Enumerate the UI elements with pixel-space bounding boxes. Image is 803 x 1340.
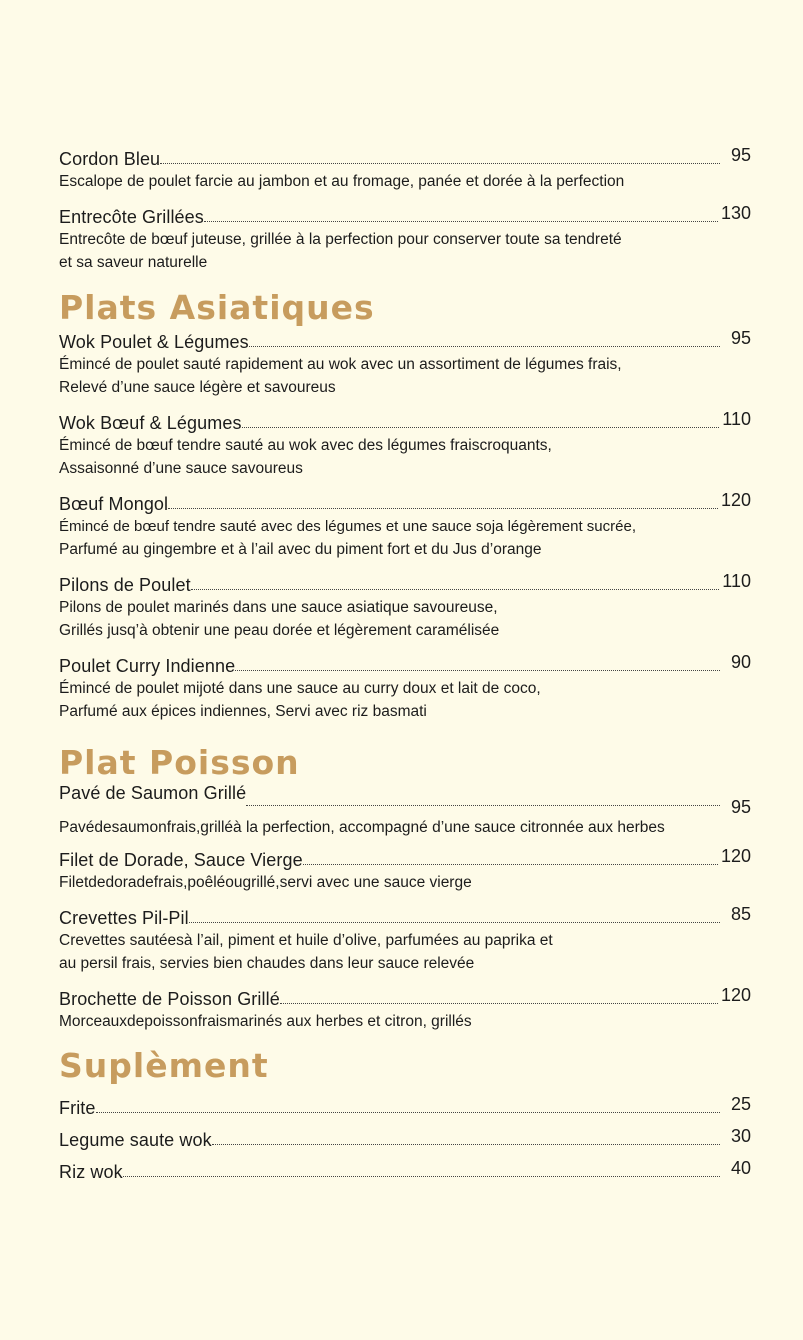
item-name: Wok Bœuf & Légumes (59, 412, 242, 433)
menu-item-wok-poulet (59, 327, 783, 400)
item-name: Frite (59, 1098, 96, 1118)
dotted-leader (160, 163, 720, 164)
item-price: 90 (730, 651, 751, 672)
item-price: 40 (730, 1158, 751, 1178)
item-name: Legume saute wok (59, 1130, 212, 1150)
dotted-leader (189, 922, 720, 923)
item-description: Relevé d’une sauce légère et savoureus (59, 379, 336, 396)
item-description: Grillés jusq’à obtenir une peau dorée et légèrement caramélisée (59, 622, 500, 639)
dotted-leader (235, 670, 720, 671)
menu-page (59, 144, 783, 1183)
item-price: 130 (720, 202, 751, 223)
menu-item-riz-wok (59, 1157, 783, 1183)
dotted-leader (168, 508, 718, 509)
section-title-asian: Plats Asiatiques (59, 287, 375, 327)
item-name: Crevettes Pil-Pil (59, 907, 189, 928)
dotted-leader (204, 221, 718, 222)
dotted-leader (242, 427, 720, 428)
menu-item-pave-saumon (59, 782, 783, 840)
item-name: Pavé de Saumon Grillé (59, 782, 247, 803)
dotted-leader (249, 346, 720, 347)
menu-item-crevettes-pilpil (59, 903, 783, 976)
menu-item-legume-saute-wok (59, 1125, 783, 1151)
item-price: 110 (722, 408, 751, 429)
item-name: Poulet Curry Indienne (59, 655, 236, 676)
item-price: 120 (720, 984, 751, 1005)
item-description: Parfumé au gingembre et à l’ail avec du piment fort et du Jus d’orange (59, 541, 542, 558)
menu-item-brochette-poisson (59, 984, 783, 1034)
menu-item-wok-boeuf (59, 408, 783, 481)
item-description: Filetdedoradefrais,poêléougrillé,servi avec une sauce vierge (59, 874, 472, 891)
item-description: Émincé de bœuf tendre sauté avec des légumes et une sauce soja légèrement sucrée, (59, 517, 636, 535)
item-price: 110 (722, 570, 751, 591)
item-description: Entrecôte de bœuf juteuse, grillée à la perfection pour conserver toute sa tendreté (59, 230, 622, 248)
menu-item-poulet-curry (59, 651, 783, 724)
section-title-supplement: Suplèment (59, 1046, 269, 1085)
menu-item-entrecote (59, 202, 783, 275)
item-price: 120 (720, 489, 751, 510)
item-description: Pilons de poulet marinés dans une sauce asiatique savoureuse, (59, 598, 498, 616)
item-description: Assaisonné d’une sauce savoureus (59, 460, 303, 477)
dotted-leader (303, 864, 718, 865)
menu-item-boeuf-mongol (59, 489, 783, 562)
menu-item-pilons-poulet (59, 570, 783, 643)
menu-item-cordon-bleu (59, 144, 783, 194)
dotted-leader (96, 1112, 721, 1113)
menu-item-filet-dorade (59, 845, 783, 895)
item-description: Escalope de poulet farcie au jambon et au fromage, panée et dorée à la perfection (59, 173, 625, 190)
dotted-leader (280, 1003, 718, 1004)
item-name: Brochette de Poisson Grillé (59, 988, 280, 1009)
menu-item-frite (59, 1093, 783, 1119)
item-name: Entrecôte Grillées (59, 206, 204, 227)
item-price: 120 (720, 846, 751, 866)
item-description: Émincé de poulet sauté rapidement au wok avec un assortiment de légumes frais, (59, 355, 622, 373)
item-name: Riz wok (59, 1162, 123, 1182)
item-price: 85 (730, 903, 751, 924)
item-name: Cordon Bleu (59, 149, 161, 169)
item-price: 95 (730, 796, 751, 817)
dotted-leader (212, 1144, 720, 1145)
item-price: 30 (730, 1126, 751, 1146)
item-name: Filet de Dorade, Sauce Vierge (59, 850, 303, 870)
item-description: Crevettes sautéesà l’ail, piment et huile d’olive, parfumées au paprika et (59, 931, 553, 949)
item-price: 95 (730, 145, 751, 165)
section-title-fish: Plat Poisson (59, 742, 300, 782)
item-price: 95 (730, 327, 751, 348)
item-description: et sa saveur naturelle (59, 254, 208, 271)
item-name: Pilons de Poulet (59, 574, 191, 595)
item-description: Parfumé aux épices indiennes, Servi avec riz basmati (59, 703, 427, 720)
item-description: Émincé de poulet mijoté dans une sauce au curry doux et lait de coco, (59, 679, 541, 697)
dotted-leader (246, 805, 720, 806)
dotted-leader (123, 1176, 720, 1177)
item-description: Émincé de bœuf tendre sauté au wok avec des légumes fraiscroquants, (59, 436, 552, 454)
item-description: Morceauxdepoissonfraismarinés aux herbes et citron, grillés (59, 1012, 472, 1030)
item-price: 25 (730, 1094, 751, 1114)
item-name: Wok Poulet & Légumes (59, 331, 249, 352)
item-description: Pavédesaumonfrais,grilléà la perfection, accompagné d’une sauce citronnée aux herbes (59, 818, 665, 836)
item-name: Bœuf Mongol (59, 493, 169, 514)
dotted-leader (191, 589, 720, 590)
item-description: au persil frais, servies bien chaudes dans leur sauce relevée (59, 955, 475, 972)
